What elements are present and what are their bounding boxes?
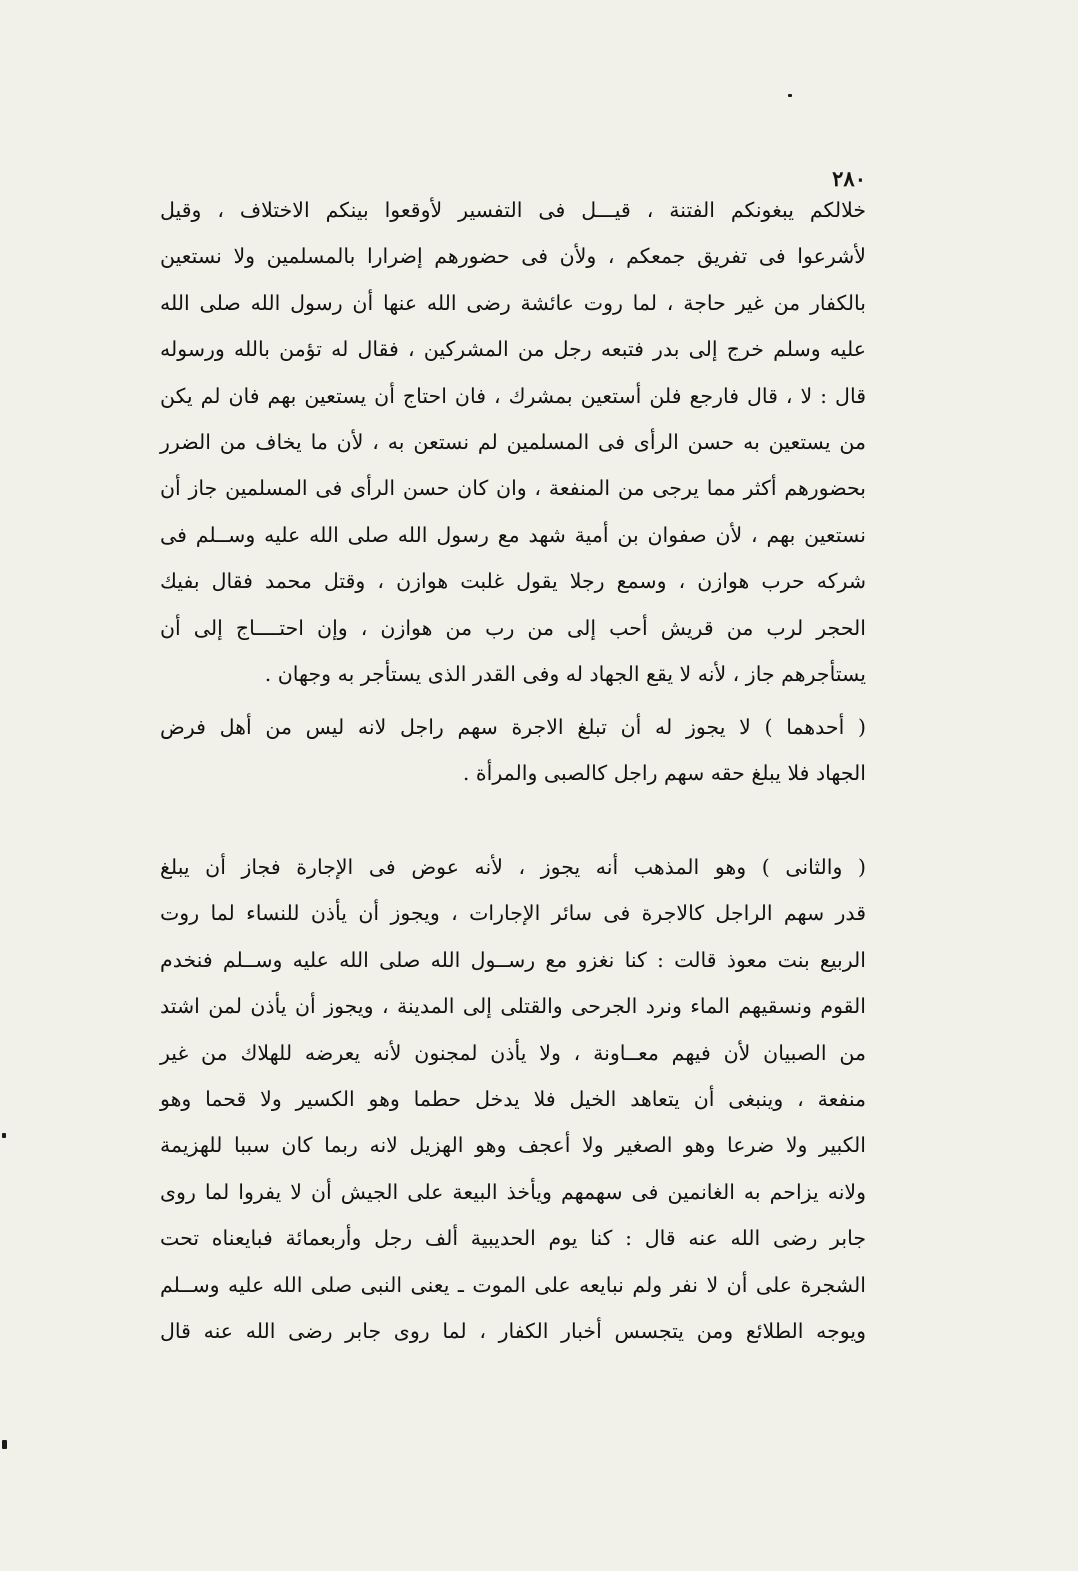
text-line: ( والثانى ) وهو المذهب أنه يجوز ، لأنه عوض فى الإجارة فجاز أن يبلغ <box>160 855 866 879</box>
text-line: شركه حرب هوازن ، وسمع رجلا يقول غلبت هوازن ، وقتل محمد فقال بفيك <box>160 569 866 594</box>
text-line: ولانه يزاحم به الغانمين فى سهمهم ويأخذ البيعة على الجيش أن لا يفروا لما روى <box>160 1179 866 1204</box>
page-number: ٢٨٠ <box>832 166 866 191</box>
text-line: خلالكم يبغونكم الفتنة ، قيـــل فى التفسير لأوقعوا بينكم الاختلاف ، وقيل <box>160 198 866 222</box>
scan-speck-left-lower <box>2 1440 7 1449</box>
text-line: لأشرعوا فى تفريق جمعكم ، ولأن فى حضورهم إضرارا بالمسلمين ولا نستعين <box>160 244 866 269</box>
text-line: ويوجه الطلائع ومن يتجسس أخبار الكفار ، لما روى جابر رضى الله عنه قال <box>160 1318 866 1343</box>
scan-speck-left-upper <box>2 1133 6 1138</box>
text-line: الشجرة على أن لا نفر ولم نبايعه على الموت ـ يعنى النبى صلى الله عليه وســلم <box>160 1272 866 1297</box>
text-line: منفعة ، وينبغى أن يتعاهد الخيل فلا يدخل حطما وهو الكسير ولا قحما وهو <box>160 1086 866 1111</box>
text-line: بالكفار من غير حاجة ، لما روت عائشة رضى الله عنها أن رسول الله صلى الله <box>160 290 866 315</box>
paragraph-1 <box>160 187 866 697</box>
text-line: ( أحدهما ) لا يجوز له أن تبلغ الاجرة سهم راجل لانه ليس من أهل فرض <box>160 715 866 739</box>
scan-speck-top <box>788 94 792 97</box>
text-line: القوم ونسقيهم الماء ونرد الجرحى والقتلى إلى المدينة ، ويجوز أن يأذن لمن اشتد <box>160 994 866 1019</box>
text-line: قال : لا ، قال فارجع فلن أستعين بمشرك ، فان احتاج أن يستعين بهم فان لم يكن <box>160 383 866 408</box>
paragraph-3 <box>160 844 866 1354</box>
text-line: بحضورهم أكثر مما يرجى من المنفعة ، وان كان حسن الرأى فى المسلمين جاز أن <box>160 476 866 501</box>
text-line: عليه وسلم خرج إلى بدر فتبعه رجل من المشركين ، فقال له تؤمن بالله ورسوله <box>160 337 866 362</box>
paragraph-2 <box>160 704 866 797</box>
text-line: الكبير ولا ضرعا وهو الصغير ولا أعجف وهو الهزيل لانه ربما كان سببا للهزيمة <box>160 1133 866 1158</box>
text-line: جابر رضى الله عنه قال : كنا يوم الحديبية ألف رجل وأربعمائة فبايعناه تحت <box>160 1226 866 1251</box>
text-line: الحجر لرب من قريش أحب إلى من رب من هوازن ، وإن احتــــاج إلى أن <box>160 615 866 640</box>
text-line: نستعين بهم ، لأن صفوان بن أمية شهد مع رسول الله صلى الله عليه وســلم فى <box>160 522 866 547</box>
text-line: قدر سهم الراجل كالاجرة فى سائر الإجارات ، ويجوز أن يأذن للنساء لما روت <box>160 901 866 926</box>
text-line: الربيع بنت معوذ قالت : كنا نغزو مع رســول الله صلى الله عليه وســلم فنخدم <box>160 947 866 972</box>
text-line: من الصبيان لأن فيهم معــاونة ، ولا يأذن لمجنون لأنه يعرضه للهلاك من غير <box>160 1040 866 1065</box>
text-line: يستأجرهم جاز ، لأنه لا يقع الجهاد له وفى القدر الذى يستأجر به وجهان . <box>264 661 866 686</box>
text-line: الجهاد فلا يبلغ حقه سهم راجل كالصبى والمرأة . <box>462 761 866 786</box>
text-line: من يستعين به حسن الرأى فى المسلمين لم نستعن به ، لأن ما يخاف من الضرر <box>160 429 866 454</box>
